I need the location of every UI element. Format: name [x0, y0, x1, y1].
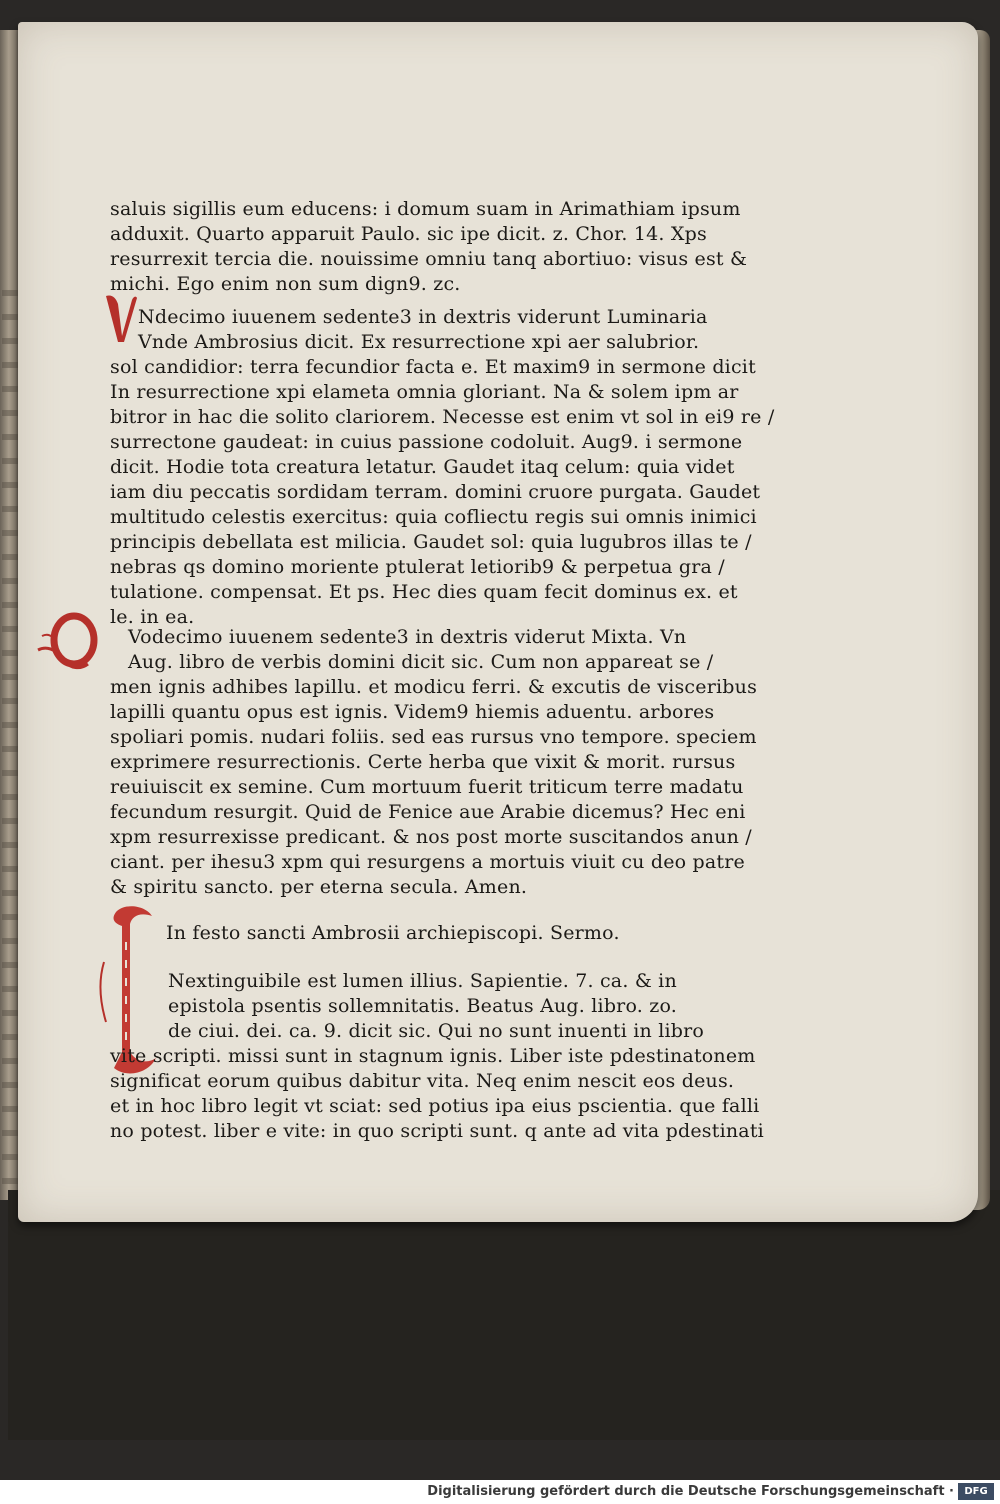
text-line: spoliari pomis. nudari foliis. sed eas rursus vno tempore. speciem [110, 726, 757, 748]
text-line: xpm resurrexisse predicant. & nos post morte suscitandos anun / [110, 826, 752, 848]
text-line: et in hoc libro legit vt sciat: sed potius ipa eius pscientia. que falli [110, 1095, 760, 1117]
text-line: sol candidior: terra fecundior facta e. Et maxim9 in sermone dicit [110, 356, 756, 378]
digitization-footer [0, 1480, 1000, 1504]
text-line: no potest. liber e vite: in quo scripti sunt. q ante ad vita pdestinati [110, 1120, 764, 1142]
text-line: fecundum resurgit. Quid de Fenice aue Arabie dicemus? Hec eni [110, 801, 746, 823]
text-line: le. in ea. [110, 606, 195, 628]
text-line: significat eorum quibus dabitur vita. Neq enim nescit eos deus. [110, 1070, 735, 1092]
text-line: dicit. Hodie tota creatura letatur. Gaudet itaq celum: quia videt [110, 456, 735, 478]
text-line: Ndecimo iuuenem sedente3 in dextris viderunt Luminaria [138, 306, 708, 328]
text-line: michi. Ego enim non sum dign9. zc. [110, 273, 461, 295]
text-line: Vodecimo iuuenem sedente3 in dextris viderut Mixta. Vn [128, 626, 687, 648]
text-line: iam diu peccatis sordidam terram. domini cruore purgata. Gaudet [110, 481, 761, 503]
text-line: exprimere resurrectionis. Certe herba que vixit & morit. rursus [110, 751, 736, 773]
text-line: multitudo celestis exercitus: quia cofliectu regis sui omnis inimici [110, 506, 757, 528]
footer-credit: Digitalisierung gefördert durch die Deutsche Forschungsgemeinschaft · [427, 1484, 954, 1499]
text-line: Nextinguibile est lumen illius. Sapientie. 7. ca. & in [168, 970, 677, 992]
text-line: In resurrectione xpi elameta omnia gloriant. Na & solem ipm ar [110, 381, 739, 403]
page [18, 22, 978, 1222]
text-line: principis debellata est milicia. Gaudet sol: quia lugubros illas te / [110, 531, 752, 553]
text-line: nebras qs domino moriente ptulerat letiorib9 & perpetua gra / [110, 556, 725, 578]
text-line: epistola psentis sollemnitatis. Beatus Aug. libro. zo. [168, 995, 678, 1017]
text-line: reuiuiscit ex semine. Cum mortuum fuerit triticum terre madatu [110, 776, 744, 798]
text-line: tulatione. compensat. Et ps. Hec dies quam fecit dominus ex. et [110, 581, 738, 603]
text-line: de ciui. dei. ca. 9. dicit sic. Qui no sunt inuenti in libro [168, 1020, 705, 1042]
text-line: Aug. libro de verbis domini dicit sic. Cum non appareat se / [128, 651, 714, 673]
text-line: men ignis adhibes lapillu. et modicu ferri. & excutis de visceribus [110, 676, 758, 698]
dfg-logo: DFG [958, 1483, 994, 1500]
text-line: adduxit. Quarto apparuit Paulo. sic ipe dicit. z. Chor. 14. Xps [110, 223, 707, 245]
text-line: resurrexit tercia die. nouissime omniu tanq abortiuo: visus est & [110, 248, 748, 270]
text-line: vite scripti. missi sunt in stagnum ignis. Liber iste pdestinatonem [110, 1045, 756, 1067]
left-page-text-remnant [2, 290, 18, 1190]
text-line: surrectone gaudeat: in cuius passione codoluit. Aug9. i sermone [110, 431, 743, 453]
text-line: Vnde Ambrosius dicit. Ex resurrectione xpi aer salubrior. [138, 331, 700, 353]
text-line: lapilli quantu opus est ignis. Videm9 hiemis aduentu. arbores [110, 701, 715, 723]
text-line: bitror in hac die solito clariorem. Necesse est enim vt sol in ei9 re / [110, 406, 775, 428]
initial-q-rubric [36, 610, 102, 676]
text-line: & spiritu sancto. per eterna secula. Amen. [110, 876, 528, 898]
book-shadow [8, 1190, 1000, 1440]
sermon-heading: In festo sancti Ambrosii archiepiscopi. Sermo. [166, 922, 620, 944]
text-line: saluis sigillis eum educens: i domum suam in Arimathiam ipsum [110, 198, 741, 220]
initial-v-rubric [104, 292, 138, 346]
text-line: ciant. per ihesu3 xpm qui resurgens a mortuis viuit cu deo patre [110, 851, 745, 873]
